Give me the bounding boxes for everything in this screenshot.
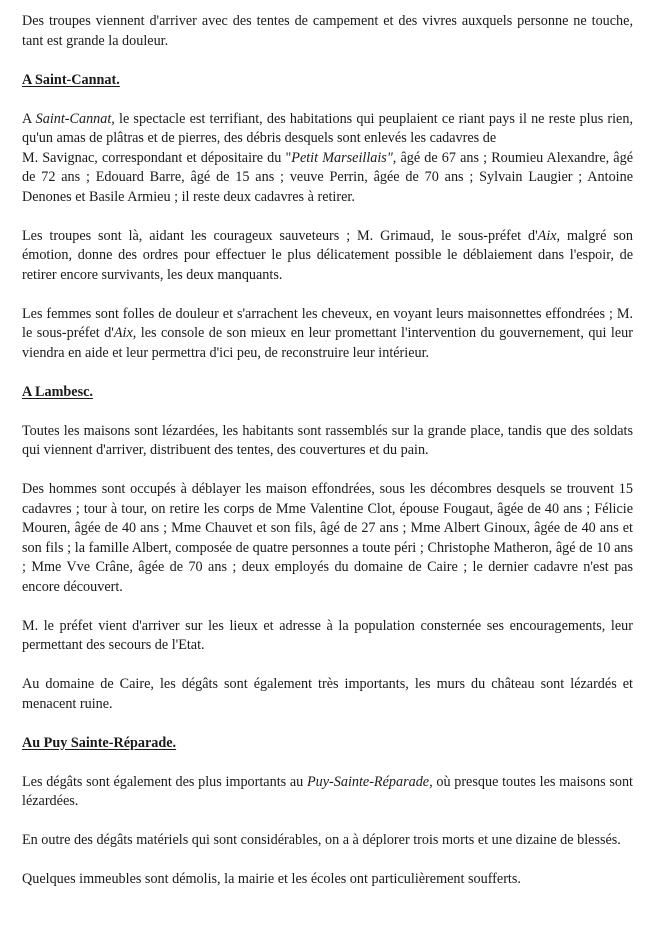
text-run: Les femmes sont folles de douleur et s'arrachent les cheveux, en voyant leurs maisonnettes effondrées ; M. le sous-préfet d' (22, 305, 633, 341)
paragraph-women-grief (22, 305, 633, 364)
paragraph-saint-cannat-victims (22, 110, 633, 208)
heading-lambesc: A Lambesc. (22, 383, 93, 400)
text-run: où presque toutes les maisons sont lézardées. (22, 773, 633, 809)
paragraph-rescuers (22, 227, 633, 286)
paragraph-buildings-demolished: Quelques immeubles sont démolis, la mairie et les écoles ont particulièrement soufferts. (22, 871, 521, 887)
text-run: malgré son émotion, donne des ordres pour effectuer le plus délicatement possible le déblaiement dans l'espoir, de retirer encore survivants, les deux manquants. (22, 227, 633, 283)
paragraph-prefect-visit: M. le préfet vient d'arriver sur les lieux et adresse à la population consternée ses encouragements, leur permettant des secours de l'Etat. (22, 617, 633, 653)
text-run: Les dégâts sont également des plus importants au (22, 773, 307, 790)
paragraph-troops-arrival: Des troupes viennent d'arriver avec des tentes de campement et des vivres auxquels personne ne touche, tant est grande la douleur. (22, 13, 633, 49)
paragraph-puy-damage (22, 773, 633, 812)
text-run: âgé de 67 ans ; Roumieu Alexandre, âgé de 72 ans ; Edouard Barre, âgé de 15 ans ; veuve Perrin, âgée de 70 ans ; Sylvain Laugier ; Antoine Denones et Basile Armieu ; il reste deux cadavres à retirer. (22, 149, 633, 205)
heading-puy-sainte-reparade: Au Puy Sainte-Réparade. (22, 734, 177, 751)
place-name: Saint-Cannat, (35, 110, 115, 127)
place-name: Puy-Sainte-Réparade, (306, 773, 433, 790)
paragraph-domaine-caire: Au domaine de Caire, les dégâts sont également très importants, les murs du château sont lézardés et menacent ruine. (22, 676, 633, 712)
place-name: Aix, (537, 227, 561, 244)
text-run: le spectacle est terrifiant, des habitations qui peuplaient ce riant pays il ne reste plus rien, qu'un amas de plâtras et de pierres, des débris desquels sont enlevés les cadavres de (22, 110, 633, 146)
text-run: A (22, 110, 36, 127)
heading-saint-cannat: A Saint-Cannat. (22, 71, 120, 88)
text-run: M. Savignac, correspondant et dépositaire du " (22, 149, 292, 166)
paragraph-lambesc-victims: Des hommes sont occupés à déblayer les maison effondrées, sous les décombres desquels se trouvent 15 cadavres ; tour à tour, on retire les corps de Mme Valentine Clot, épouse Fougaut, âgée de 40 ans ; Félicie Mouren, âgée de 40 ans ; Mme Chauvet et son fils, âgé de 27 ans ; Mme Albert Ginoux, âgée de 40 ans et son fils ; la famille Albert, composée de quatre personnes a toute péri ; Christophe Matheron, âgé de 10 ans ; Mme Vve Crâne, âgée de 70 ans ; deux employés du domaine de Caire ; le dernier cadavre n'est pas encore découvert. (22, 481, 633, 595)
text-run: Les troupes sont là, aidant les courageux sauveteurs ; M. Grimaud, le sous-préfet d' (22, 227, 538, 244)
text-run: les console de son mieux en leur promettant l'intervention du gouvernement, qui leur viendra en aide et leur permettra d'ici peu, de reconstruire leur intérieur. (22, 325, 633, 361)
newspaper-name: Petit Marseillais", (291, 149, 397, 166)
place-name: Aix, (113, 325, 137, 341)
paragraph-casualties: En outre des dégâts matériels qui sont considérables, on a à déplorer trois morts et une dizaine de blessés. (22, 832, 621, 848)
paragraph-lambesc-houses: Toutes les maisons sont lézardées, les habitants sont rassemblés sur la grande place, tandis que des soldats qui viennent d'arriver, distribuent des tentes, des couvertures et du pain. (22, 422, 633, 458)
